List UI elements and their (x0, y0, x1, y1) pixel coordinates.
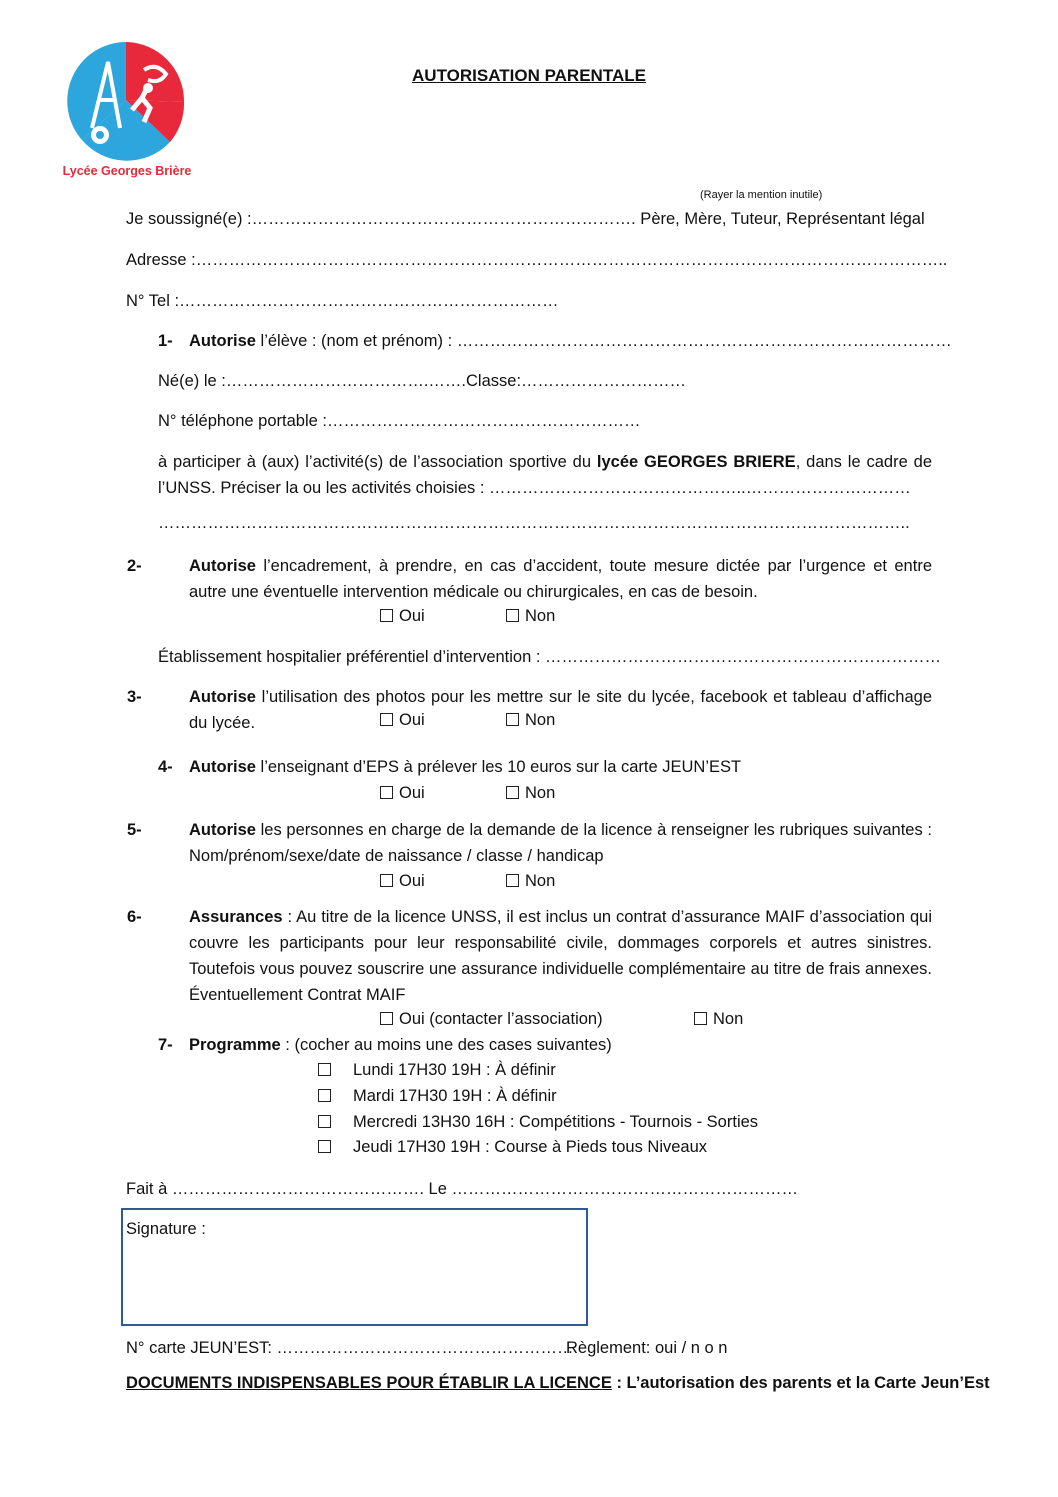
checkbox-icon[interactable] (318, 1140, 331, 1153)
item-number: 2- (127, 557, 142, 575)
item4-oui[interactable] (380, 784, 425, 803)
checkbox-icon[interactable] (380, 1012, 393, 1025)
participer-text: à participer à (aux) l’activité(s) de l’association sportive du (158, 453, 597, 471)
programme-option[interactable] (318, 1061, 556, 1080)
oui-label: Oui (contacter l’association) (399, 1010, 603, 1028)
item-text: l’enseignant d’EPS à prélever les 10 euros sur la carte JEUN’EST (255, 758, 742, 776)
participer-text-2: , dans le cadre de l’UNSS. Préciser la ou les activités choisies : ………………………………………..………………………… (158, 453, 932, 497)
checkbox-icon[interactable] (506, 609, 519, 622)
school-logo (62, 40, 190, 167)
item2-oui[interactable] (380, 607, 425, 626)
checkbox-icon[interactable] (380, 713, 393, 726)
non-label: Non (525, 872, 556, 890)
item-keyword: Autorise (189, 557, 256, 575)
item-number: 4- (158, 758, 173, 776)
item6-oui[interactable] (380, 1010, 603, 1029)
option-label: Mercredi 13H30 16H : Compétitions - Tournois - Sorties (353, 1113, 759, 1131)
checkbox-icon[interactable] (380, 874, 393, 887)
reglement-line[interactable]: Règlement: oui / n o n (566, 1339, 728, 1357)
item-text[interactable]: l’élève : (nom et prénom) : ……………………………………………………………………………… (255, 332, 952, 350)
item-text: : (cocher au moins une des cases suivantes) (280, 1036, 612, 1054)
portable-line[interactable]: N° téléphone portable :………………………………………………… (158, 412, 641, 430)
hopital-line[interactable]: Établissement hospitalier préférentiel d’intervention : ……………………………………………………………… (158, 648, 942, 666)
item-keyword: Programme (189, 1036, 281, 1054)
non-label: Non (525, 711, 556, 729)
item-text: les personnes en charge de la demande de la licence à renseigner les rubriques suivantes : Nom/prénom/sexe/date de naissance / classe / handicap (189, 821, 932, 865)
item-keyword: Autorise (189, 821, 256, 839)
item-keyword: Autorise (189, 758, 256, 776)
fait-line[interactable]: Fait à ………………………………………. Le ……………………………………………………… (126, 1180, 798, 1198)
oui-label: Oui (399, 784, 425, 802)
ne-line[interactable]: Né(e) le :……………………………….…….Classe:………………………… (158, 372, 687, 390)
oui-label: Oui (399, 711, 425, 729)
oui-label: Oui (399, 872, 425, 890)
signature-label: Signature : (126, 1220, 206, 1238)
tel-line[interactable]: N° Tel :…………………………………………………………… (126, 292, 559, 310)
item4-line (158, 758, 741, 777)
soussigne-line[interactable]: Je soussigné(e) :……………………………………………………………. Père, Mère, Tuteur, Représentant légal (126, 210, 925, 228)
checkbox-icon[interactable] (318, 1063, 331, 1076)
item5-oui[interactable] (380, 872, 425, 891)
activities-dots-line[interactable]: ……………………………………………………………………………………………………………………….. (158, 514, 910, 532)
documents-note (126, 1374, 990, 1393)
checkbox-icon[interactable] (318, 1115, 331, 1128)
participer-paragraph[interactable] (158, 449, 932, 501)
checkbox-icon[interactable] (694, 1012, 707, 1025)
documents-heading: DOCUMENTS INDISPENSABLES POUR ÉTABLIR LA LICENCE (126, 1374, 612, 1392)
carte-line[interactable]: N° carte JEUN’EST: ……………………………………………… (126, 1339, 574, 1357)
non-label: Non (713, 1010, 744, 1028)
option-label: Lundi 17H30 19H : À définir (353, 1061, 556, 1079)
item-text: : Au titre de la licence UNSS, il est inclus un contrat d’assurance MAIF d’association qui couvre les participants pour leur responsabilité civile, dommages corporels et autres sinistres. Toutefois vous pouvez souscrire une assurance individuelle complémentaire au titre de frais annexes. Éventuellement Contrat MAIF (189, 908, 932, 1004)
item2-paragraph (127, 553, 932, 605)
item-keyword: Assurances (189, 908, 283, 926)
checkbox-icon[interactable] (506, 713, 519, 726)
item-text: l’utilisation des photos pour les mettre sur le site du lycée, facebook et tableau d’affichage du lycée. (189, 688, 932, 732)
programme-option[interactable] (318, 1138, 707, 1157)
school-name: Lycée Georges Brière (62, 164, 192, 178)
checkbox-icon[interactable] (506, 874, 519, 887)
item4-non[interactable] (506, 784, 555, 803)
item-keyword: Autorise (189, 332, 256, 350)
oui-label: Oui (399, 607, 425, 625)
non-label: Non (525, 784, 556, 802)
item5-paragraph (127, 817, 932, 869)
item2-non[interactable] (506, 607, 555, 626)
item-keyword: Autorise (189, 688, 256, 706)
item-number: 6- (127, 908, 142, 926)
item3-non[interactable] (506, 711, 555, 730)
item7-line (158, 1036, 612, 1055)
item-number: 5- (127, 821, 142, 839)
school-bold: lycée GEORGES BRIERE (596, 453, 796, 471)
item-number: 1- (158, 332, 173, 350)
programme-option[interactable] (318, 1087, 557, 1106)
rayer-note: (Rayer la mention inutile) (700, 189, 823, 201)
item1-line (158, 332, 952, 351)
non-label: Non (525, 607, 556, 625)
item-number: 7- (158, 1036, 173, 1054)
checkbox-icon[interactable] (318, 1089, 331, 1102)
item-number: 3- (127, 688, 142, 706)
programme-option[interactable] (318, 1113, 758, 1132)
item3-oui[interactable] (380, 711, 425, 730)
item6-paragraph (127, 904, 932, 1008)
checkbox-icon[interactable] (380, 609, 393, 622)
item5-non[interactable] (506, 872, 555, 891)
page-title: AUTORISATION PARENTALE (412, 66, 646, 85)
option-label: Mardi 17H30 19H : À définir (353, 1087, 557, 1105)
item6-non[interactable] (694, 1010, 743, 1029)
option-label: Jeudi 17H30 19H : Course à Pieds tous Niveaux (353, 1138, 708, 1156)
item-text: l’encadrement, à prendre, en cas d’accident, toute mesure dictée par l’urgence et entre autre une éventuelle intervention médicale ou chirurgicales, en cas de besoin. (189, 557, 932, 601)
documents-text: : L’autorisation des parents et la Carte Jeun’Est (611, 1374, 990, 1392)
checkbox-icon[interactable] (506, 786, 519, 799)
adresse-line[interactable]: Adresse :……………………………………………………………………………………………………………………….. (126, 251, 948, 269)
checkbox-icon[interactable] (380, 786, 393, 799)
